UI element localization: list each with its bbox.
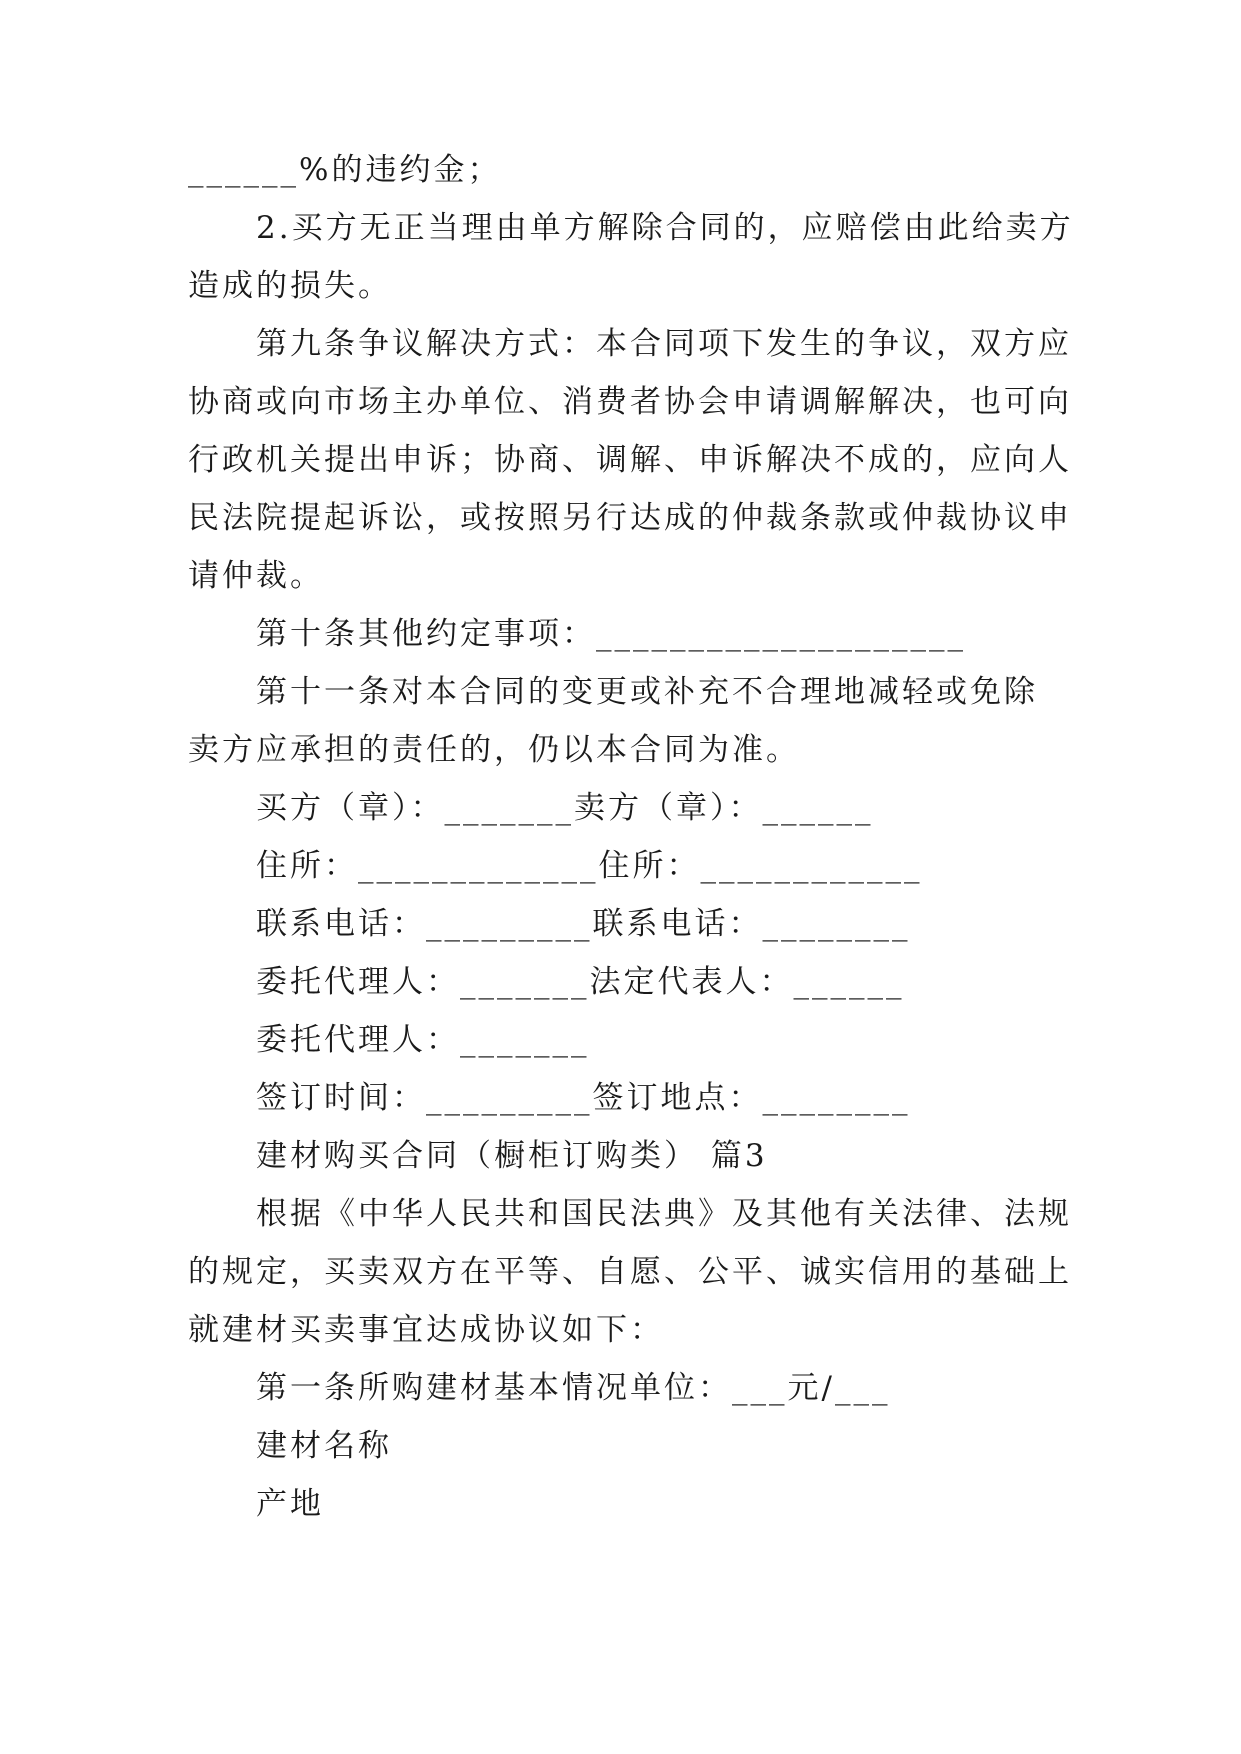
text-line-2: 2.买方无正当理由单方解除合同的，应赔偿由此给卖方 (256, 210, 1074, 246)
text-line-6: 行政机关提出申诉；协商、调解、申诉解决不成的，应向人 (188, 442, 1072, 478)
text-line-17: 签订时间：_________签订地点：________ (256, 1080, 911, 1116)
text-line-5: 协商或向市场主办单位、消费者协会申请调解解决，也可向 (188, 384, 1072, 420)
text-line-9: 第十条其他约定事项：____________________ (256, 616, 966, 652)
text-line-22: 第一条所购建材基本情况单位：___元/___ (256, 1370, 891, 1406)
text-line-14: 联系电话：_________联系电话：________ (256, 906, 911, 942)
text-line-19: 根据《中华人民共和国民法典》及其他有关法律、法规 (256, 1196, 1072, 1232)
text-line-21: 就建材买卖事宜达成协议如下： (188, 1312, 664, 1348)
text-line-15: 委托代理人：_______法定代表人：______ (256, 964, 905, 1000)
section-heading: 建材购买合同（橱柜订购类） 篇3 (256, 1138, 768, 1174)
text-line-12: 买方（章）：_______卖方（章）：______ (256, 790, 874, 826)
text-line-16: 委托代理人：_______ (256, 1022, 590, 1058)
text-line-7: 民法院提起诉讼，或按照另行达成的仲裁条款或仲裁协议申 (188, 500, 1072, 536)
text-line-20: 的规定，买卖双方在平等、自愿、公平、诚实信用的基础上 (188, 1254, 1072, 1290)
text-line-4: 第九条争议解决方式：本合同项下发生的争议，双方应 (256, 326, 1072, 362)
text-line-23: 建材名称 (256, 1428, 392, 1464)
text-line-8: 请仲裁。 (188, 558, 324, 594)
text-line-24: 产地 (256, 1486, 324, 1522)
text-line-13: 住所：_____________住所：____________ (256, 848, 923, 884)
text-line-10: 第十一条对本合同的变更或补充不合理地减轻或免除 (256, 674, 1038, 710)
text-line-1: ______%的违约金； (188, 152, 502, 188)
text-line-3: 造成的损失。 (188, 268, 392, 304)
text-line-11: 卖方应承担的责任的，仍以本合同为准。 (188, 732, 800, 768)
